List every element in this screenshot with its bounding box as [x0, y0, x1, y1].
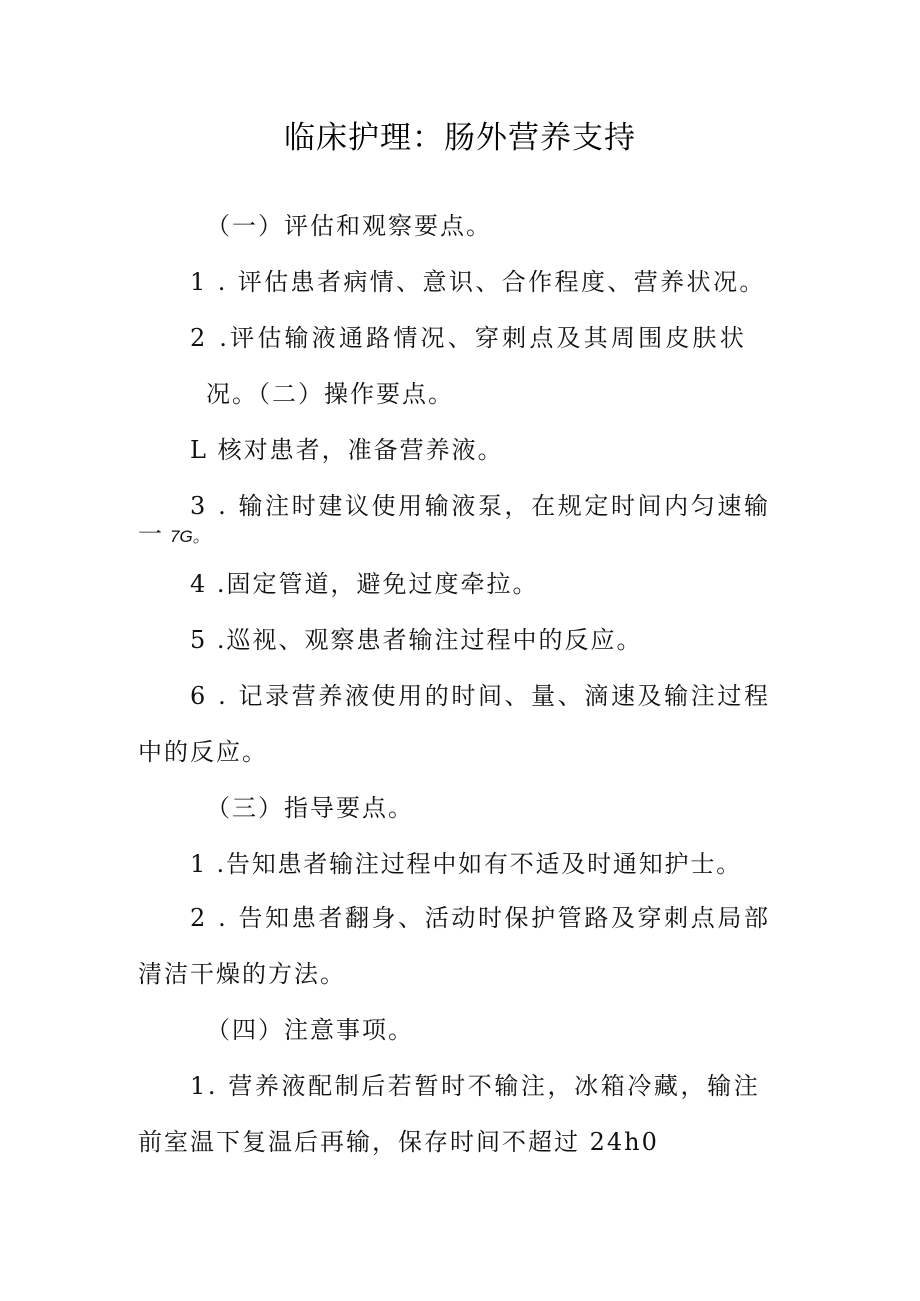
paragraph-line: 1 . 评估患者病情、意识、合作程度、营养状况。 — [190, 268, 766, 296]
paragraph-line: 2 .评估输液通路情况、穿刺点及其周围皮肤状 — [190, 324, 747, 352]
section-heading-precautions: （四）注意事项。 — [206, 1016, 414, 1044]
section-heading-assessment: （一）评估和观察要点。 — [206, 212, 492, 240]
paragraph-line: 2 . 告知患者翻身、活动时保护管路及穿刺点局部 — [190, 904, 771, 932]
paragraph-line: 前室温下复温后再输，保存时间不超过 24h0 — [138, 1128, 659, 1156]
paragraph-line: L 核对患者，准备营养液。 — [190, 436, 504, 464]
paragraph-line: 5 .巡视、观察患者输注过程中的反应。 — [190, 626, 643, 654]
paragraph-line: 4 .固定管道，避免过度牵拉。 — [190, 570, 539, 598]
paragraph-line: 中的反应。 — [138, 738, 268, 766]
paragraph-line: 6 . 记录营养液使用的时间、量、滴速及输注过程 — [190, 682, 771, 710]
paragraph-line: 清洁干燥的方法。 — [138, 960, 346, 988]
paragraph-line: 1 .告知患者输注过程中如有不适及时通知护士。 — [190, 850, 742, 878]
paragraph-line: 况。（二）操作要点。 — [206, 380, 454, 408]
section-heading-guidance: （三）指导要点。 — [206, 794, 414, 822]
paragraph-line-fragment: 7G。 — [170, 527, 210, 546]
paragraph-line: 1. 营养液配制后若暂时不输注，冰箱冷藏，输注 — [190, 1072, 761, 1100]
page-title: 临床护理：肠外营养支持 — [284, 120, 636, 156]
paragraph-line: 一 — [138, 520, 164, 548]
paragraph-line: 3 . 输注时建议使用输液泵，在规定时间内匀速输 — [190, 492, 771, 520]
